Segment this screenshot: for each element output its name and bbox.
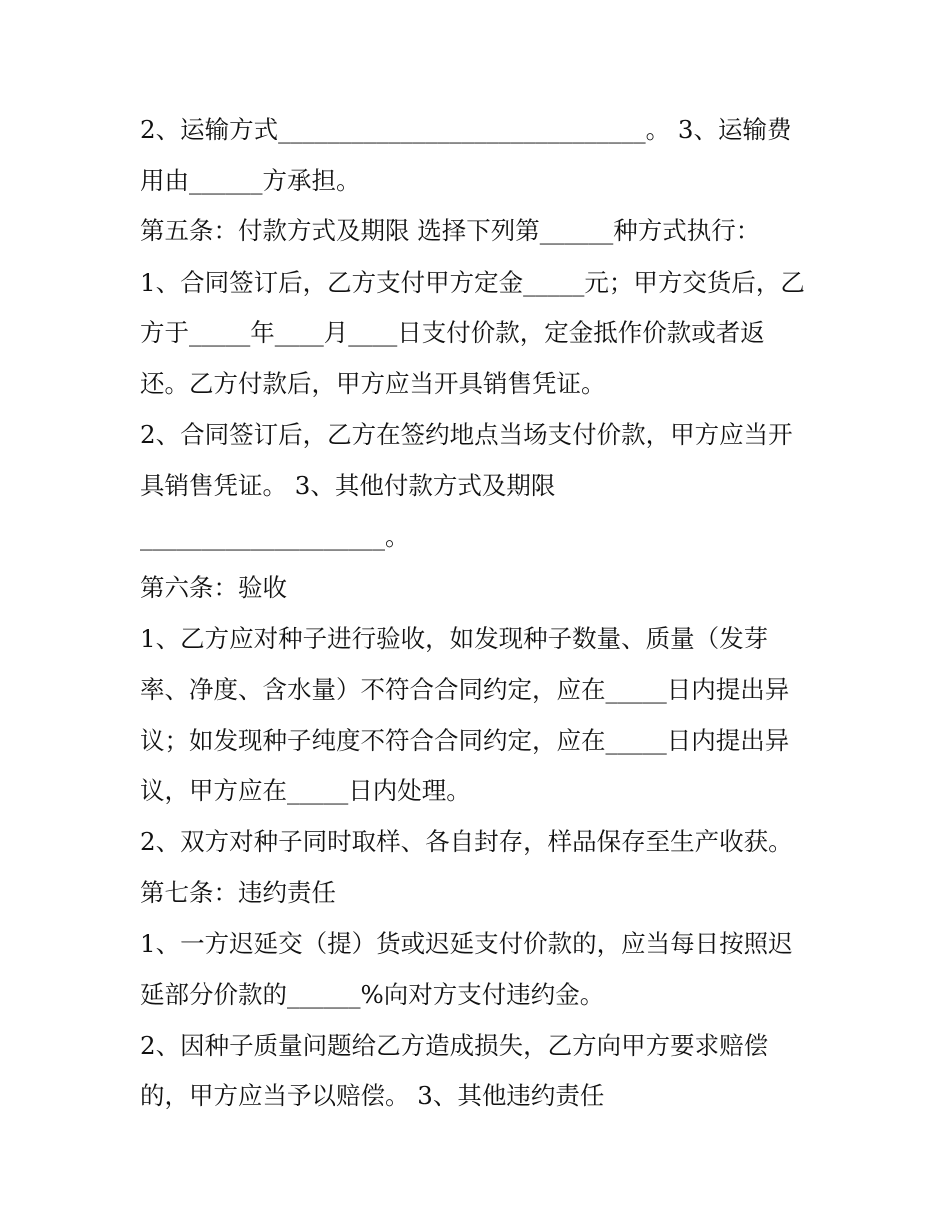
text-line: 1、合同签订后，乙方支付甲方定金_____元；甲方交货后，乙 bbox=[140, 268, 805, 297]
text-line: 议；如发现种子纯度不符合合同约定，应在_____日内提出异 bbox=[140, 726, 790, 755]
section-heading: 第七条：违约责任 bbox=[140, 878, 336, 907]
text-line: 1、乙方应对种子进行验收，如发现种子数量、质量（发芽 bbox=[140, 624, 769, 653]
text-line: 延部分价款的______%向对方支付违约金。 bbox=[140, 980, 605, 1009]
text-line: 率、净度、含水量）不符合合同约定，应在_____日内提出异 bbox=[140, 675, 790, 704]
text-line: 2、因种子质量问题给乙方造成损失，乙方向甲方要求赔偿 bbox=[140, 1031, 769, 1060]
section-heading: 第五条：付款方式及期限 选择下列第______种方式执行： bbox=[140, 216, 761, 245]
section-heading: 第六条：验收 bbox=[140, 573, 287, 602]
text-line: 2、双方对种子同时取样、各自封存，样品保存至生产收获。 bbox=[140, 827, 793, 856]
text-line: 具销售凭证。 3、其他付款方式及期限 bbox=[140, 471, 556, 500]
text-line: ____________________。 bbox=[140, 522, 410, 551]
text-line: 议，甲方应在_____日内处理。 bbox=[140, 776, 471, 805]
text-line: 方于_____年____月____日支付价款，定金抵作价款或者返 bbox=[140, 318, 765, 347]
text-line: 1、一方迟延交（提）货或迟延支付价款的，应当每日按照迟 bbox=[140, 929, 793, 958]
text-line: 2、运输方式______________________________。 3、运输费 bbox=[140, 115, 792, 144]
text-line: 的，甲方应当予以赔偿。 3、其他违约责任 bbox=[140, 1081, 605, 1110]
text-line: 用由______方承担。 bbox=[140, 166, 361, 195]
text-line: 2、合同签订后，乙方在签约地点当场支付价款，甲方应当开 bbox=[140, 420, 793, 449]
text-line: 还。乙方付款后，甲方应当开具销售凭证。 bbox=[140, 369, 606, 398]
